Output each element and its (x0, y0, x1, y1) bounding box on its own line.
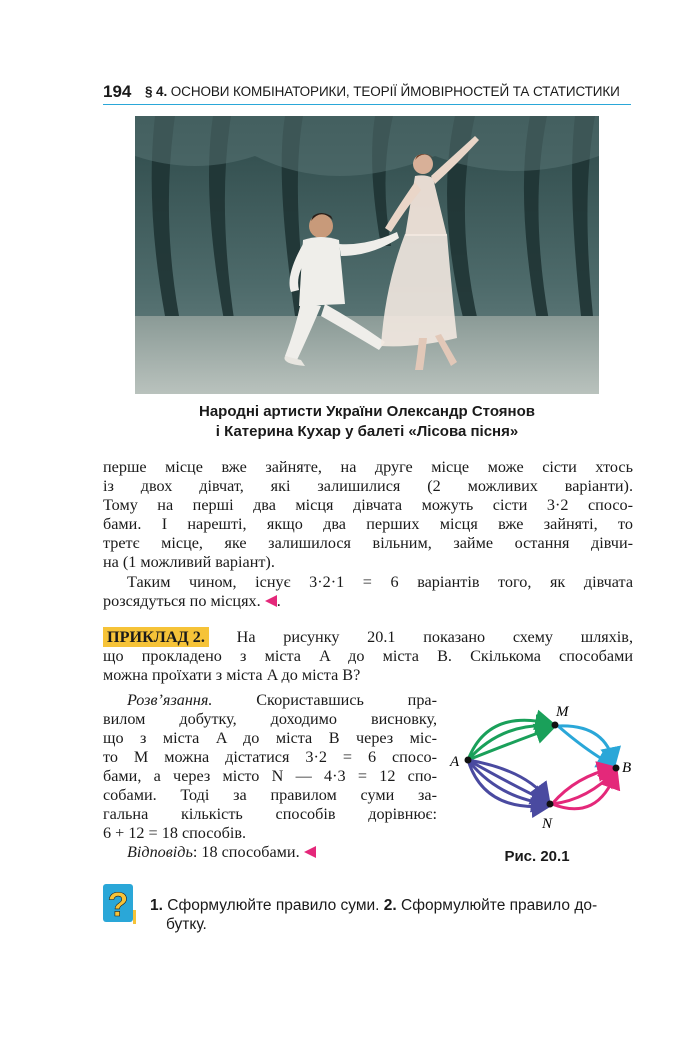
text-line: 6 + 12 = 18 способів. (103, 824, 247, 842)
label-m: M (556, 704, 569, 720)
example-block (103, 627, 633, 685)
photo-caption (103, 402, 631, 442)
edge-n-b (552, 770, 616, 804)
text-line: третє місце, яке залишилося вільним, займе остання дівчи- (103, 534, 633, 552)
edges-a-m (468, 720, 552, 760)
ballet-photo (135, 116, 599, 394)
text-line: Таким чином, існує 3·2·1 = 6 варіантів того, як дівчата (127, 573, 633, 591)
answer-label: Відповідь (127, 843, 193, 861)
text-line: Тому на перші два місця дівчата можуть сісти 3·2 спосо- (103, 496, 633, 514)
label-n: N (542, 816, 553, 832)
solution-line-1: Скориставшись пра- (256, 691, 437, 709)
text-line: що з міста A до міста B через міс- (103, 729, 437, 747)
question-2-number: 2. (383, 897, 397, 914)
label-a: A (450, 754, 460, 770)
caption-line-2: і Катерина Кухар у балеті «Лісова пісня» (215, 423, 519, 440)
solution-block (103, 691, 437, 862)
text-line: бами. І нарешті, якщо два перших місця вже зайняті, то (103, 515, 633, 533)
text-line: розсядуться по місцях. . (103, 592, 281, 610)
answer-value: : 18 способами. (192, 843, 300, 861)
end-marker-icon (265, 595, 277, 607)
figure-20-1 (448, 700, 638, 840)
end-marker-icon (304, 846, 316, 858)
label-b: B (622, 760, 632, 776)
text-line (103, 627, 633, 647)
text-line: перше місце вже зайняте, на друге місце може сісти хтось (103, 458, 633, 476)
page-number: 194 (103, 82, 132, 101)
paragraph-1 (103, 458, 633, 572)
node-a (465, 757, 472, 764)
text-line: гальна кількість способів дорівнює: (103, 805, 437, 823)
paragraph-2 (103, 573, 633, 611)
question-icon (103, 884, 137, 928)
text-line: що прокладено з міста A до міста B. Скількома способами (103, 647, 633, 665)
section-number: § 4. (145, 84, 168, 99)
answer-line (103, 843, 437, 862)
text-line: бами, а через місто N — 4·3 = 12 спо- (103, 767, 437, 785)
caption-line-1: Народні артисти України Олександр Стоянов (199, 403, 535, 420)
review-questions (150, 896, 632, 934)
node-m (552, 722, 559, 729)
edges-a-n (468, 760, 548, 807)
text-line: вилом добутку, доходимо висновку, (103, 710, 437, 728)
text-line: на (1 можливий варіант). (103, 553, 275, 571)
text-line: то M можна дістатися 3·2 = 6 спосо- (103, 748, 437, 766)
text-line (103, 691, 437, 710)
question-1-text: Сформулюйте правило суми. (167, 897, 380, 914)
text-line-content: розсядуться по місцях. (103, 592, 261, 610)
node-n (547, 801, 554, 808)
text-line: із двох дівчат, які залишилися (2 можливих варіанти). (103, 477, 633, 495)
running-header (103, 82, 631, 105)
question-2-continuation: бутку. (166, 916, 207, 933)
edges-n-b (552, 768, 616, 809)
example-label: ПРИКЛАД 2. (103, 627, 209, 647)
edges-m-b (558, 726, 614, 766)
text-line: можна проїхати з міста A до міста B? (103, 666, 361, 684)
svg-text:?: ? (107, 886, 129, 924)
header-title (145, 84, 620, 99)
section-title: ОСНОВИ КОМБІНАТОРИКИ, ТЕОРІЇ ЙМОВІРНОСТЕЙ ТА СТАТИСТИКИ (170, 84, 620, 99)
figure-caption: Рис. 20.1 (504, 848, 570, 865)
ballet-photo-illustration (135, 116, 599, 394)
question-1-number: 1. (150, 897, 163, 914)
question-2-text: Сформулюйте правило до- (401, 897, 598, 914)
text-line: собами. Тоді за правилом суми за- (103, 786, 437, 804)
solution-label: Розв’язання. (127, 691, 213, 709)
edge-a-m (468, 728, 552, 760)
example-line-1: На рисунку 20.1 показано схему шляхів, (236, 628, 633, 646)
edge-n-b (552, 768, 614, 804)
edge-a-n (468, 760, 548, 802)
path-diagram (448, 700, 638, 840)
questions-line-1 (150, 896, 632, 915)
node-b (613, 765, 620, 772)
